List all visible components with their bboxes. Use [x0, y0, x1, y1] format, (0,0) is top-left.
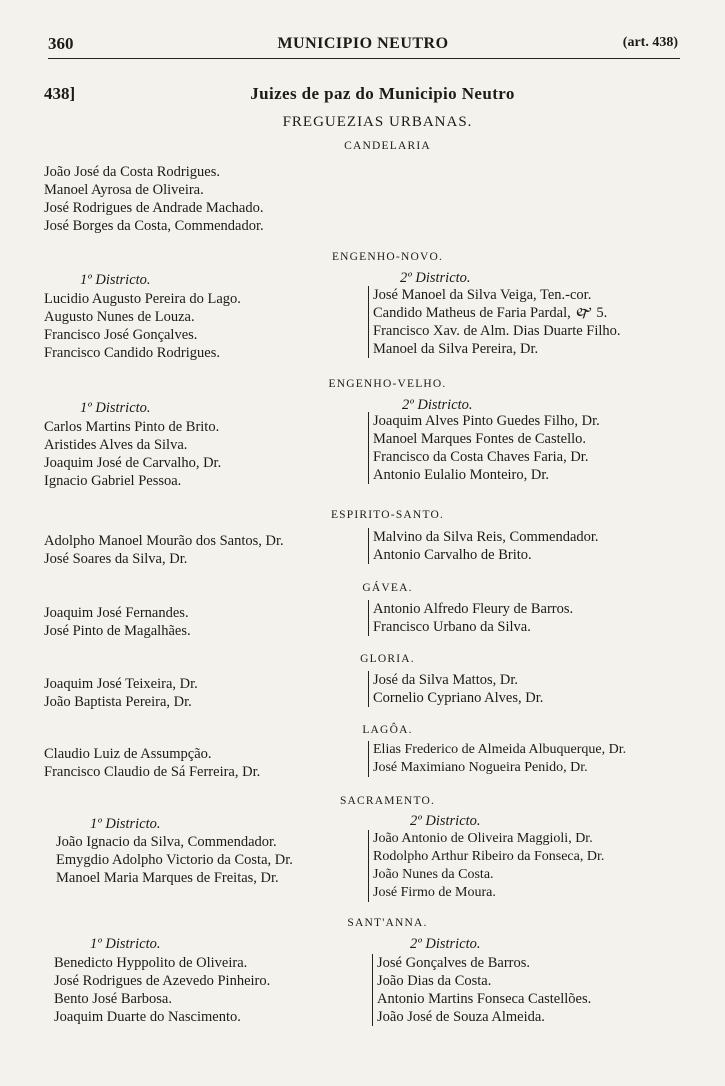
district-list-right — [368, 286, 621, 358]
name-entry: Francisco Xav. de Alm. Dias Duarte Filho. — [373, 323, 621, 339]
district-list-left — [56, 833, 293, 887]
name-entry: Antonio Alfredo Fleury de Barros. — [373, 601, 574, 617]
parish-heading-gavea: GÁVEA. — [362, 582, 413, 594]
district-heading-left: 1º Districto. — [90, 936, 161, 952]
name-entry: Francisco José Gonçalves. — [44, 327, 198, 343]
name-entry: José Firmo de Moura. — [373, 885, 496, 900]
page-number: 360 — [48, 34, 74, 53]
name-entry: Manoel Marques Fontes de Castello. — [373, 431, 587, 447]
name-entry: José Pinto de Magalhães. — [44, 623, 191, 639]
name-entry: Antonio Martins Fonseca Castellões. — [377, 991, 592, 1007]
name-entry: Joaquim José Teixeira, Dr. — [44, 676, 198, 692]
parish-heading-engenho-velho: ENGENHO-VELHO. — [328, 378, 447, 390]
name-entry: João José de Souza Almeida. — [377, 1009, 545, 1025]
name-entry: Joaquim José Fernandes. — [44, 605, 189, 621]
name-entry: João Dias da Costa. — [377, 973, 492, 989]
name-entry: Francisco Urbano da Silva. — [373, 619, 531, 635]
name-entry: Lucidio Augusto Pereira do Lago. — [44, 291, 241, 307]
name-entry: José Maximiano Nogueira Penido, Dr. — [373, 760, 588, 775]
district-list-right — [372, 954, 591, 1026]
name-entry: Cornelio Cypriano Alves, Dr. — [373, 690, 544, 706]
parish-list-right — [368, 741, 626, 777]
parish-list-right — [368, 600, 573, 636]
parish-list-left — [44, 745, 260, 781]
name-entry: Claudio Luiz de Assumpção. — [44, 746, 212, 762]
name-entry: José Borges da Costa, Commendador. — [44, 218, 264, 234]
name-entry: João José da Costa Rodrigues. — [44, 164, 220, 180]
name-entry: Francisco Candido Rodrigues. — [44, 345, 220, 361]
parish-list-right — [368, 671, 543, 707]
name-entry: José Gonçalves de Barros. — [377, 955, 531, 971]
district-list-right — [368, 830, 604, 902]
name-entry: Joaquim José de Carvalho, Dr. — [44, 455, 222, 471]
name-entry: João Baptista Pereira, Dr. — [44, 694, 192, 710]
district-heading-left: 1º Districto. — [80, 272, 151, 288]
header-rule — [48, 58, 680, 59]
name-entry: José da Silva Mattos, Dr. — [373, 672, 518, 688]
name-entry: Carlos Martins Pinto de Brito. — [44, 419, 220, 435]
name-entry: Manoel da Silva Pereira, Dr. — [373, 341, 539, 357]
name-entry: Manoel Maria Marques de Freitas, Dr. — [56, 870, 279, 886]
name-entry: João Nunes da Costa. — [373, 867, 494, 882]
district-heading-right: 2º Districto. — [410, 936, 481, 952]
district-heading-right: 2º Districto. — [410, 813, 481, 829]
parish-heading-gloria: GLORIA. — [360, 653, 415, 665]
parish-list-left — [44, 532, 284, 568]
name-entry: Adolpho Manoel Mourão dos Santos, Dr. — [44, 533, 284, 549]
name-entry: Emygdio Adolpho Victorio da Costa, Dr. — [56, 852, 293, 868]
article-reference: (art. 438) — [622, 35, 678, 50]
name-entry: Malvino da Silva Reis, Commendador. — [373, 529, 599, 545]
name-entry: Antonio Eulalio Monteiro, Dr. — [373, 467, 549, 483]
name-entry: Francisco Claudio de Sá Ferreira, Dr. — [44, 764, 261, 780]
parish-list-candelaria — [44, 163, 264, 235]
parish-heading-espirito-santo: ESPIRITO-SANTO. — [330, 509, 445, 521]
section-subtitle: FREGUEZIAS URBANAS. — [282, 114, 473, 130]
district-list-left — [54, 954, 270, 1026]
name-entry: João Ignacio da Silva, Commendador. — [56, 834, 277, 850]
article-number: 438] — [44, 84, 76, 103]
name-entry: Augusto Nunes de Louza. — [44, 309, 195, 325]
name-entry: Francisco da Costa Chaves Faria, Dr. — [373, 449, 589, 465]
name-entry: Aristides Alves da Silva. — [44, 437, 188, 453]
name-entry: Joaquim Alves Pinto Guedes Filho, Dr. — [373, 413, 600, 429]
name-entry: Antonio Carvalho de Brito. — [373, 547, 532, 563]
parish-heading-santanna: SANT'ANNA. — [347, 917, 428, 929]
parish-heading-engenho-novo: ENGENHO-NOVO. — [331, 251, 444, 263]
name-entry: José Soares da Silva, Dr. — [44, 551, 188, 567]
parish-heading-sacramento: SACRAMENTO. — [339, 795, 436, 807]
page-title: Juizes de paz do Municipio Neutro — [250, 84, 515, 103]
district-list-left — [44, 418, 221, 490]
name-entry: Candido Matheus de Faria Pardal, 🙰 5. — [373, 305, 608, 321]
parish-list-left — [44, 604, 191, 640]
name-entry: José Rodrigues de Andrade Machado. — [44, 200, 264, 216]
district-list-left — [44, 290, 241, 362]
parish-heading-lagoa: LAGÔA. — [362, 724, 413, 736]
district-heading-right: 2º Districto. — [402, 397, 473, 413]
name-entry: Manoel Ayrosa de Oliveira. — [44, 182, 204, 198]
name-entry: José Rodrigues de Azevedo Pinheiro. — [54, 973, 271, 989]
name-entry: Joaquim Duarte do Nascimento. — [54, 1009, 241, 1025]
name-entry: João Antonio de Oliveira Maggioli, Dr. — [373, 831, 593, 846]
name-entry: Bento José Barbosa. — [54, 991, 172, 1007]
running-header — [48, 34, 678, 56]
name-entry: Elias Frederico de Almeida Albuquerque, Dr. — [373, 742, 627, 757]
name-entry: José Manoel da Silva Veiga, Ten.-cor. — [373, 287, 592, 303]
name-entry: Rodolpho Arthur Ribeiro da Fonseca, Dr. — [373, 849, 605, 864]
district-list-right — [368, 412, 600, 484]
district-heading-left: 1º Districto. — [90, 816, 161, 832]
district-heading-right: 2º Districto. — [400, 270, 471, 286]
name-entry: Ignacio Gabriel Pessoa. — [44, 473, 182, 489]
parish-heading-candelaria: CANDELARIA — [344, 140, 431, 152]
name-entry: Benedicto Hyppolito de Oliveira. — [54, 955, 248, 971]
running-title: MUNICIPIO NEUTRO — [277, 35, 449, 52]
parish-list-right — [368, 528, 599, 564]
parish-list-left — [44, 675, 198, 711]
district-heading-left: 1º Districto. — [80, 400, 151, 416]
